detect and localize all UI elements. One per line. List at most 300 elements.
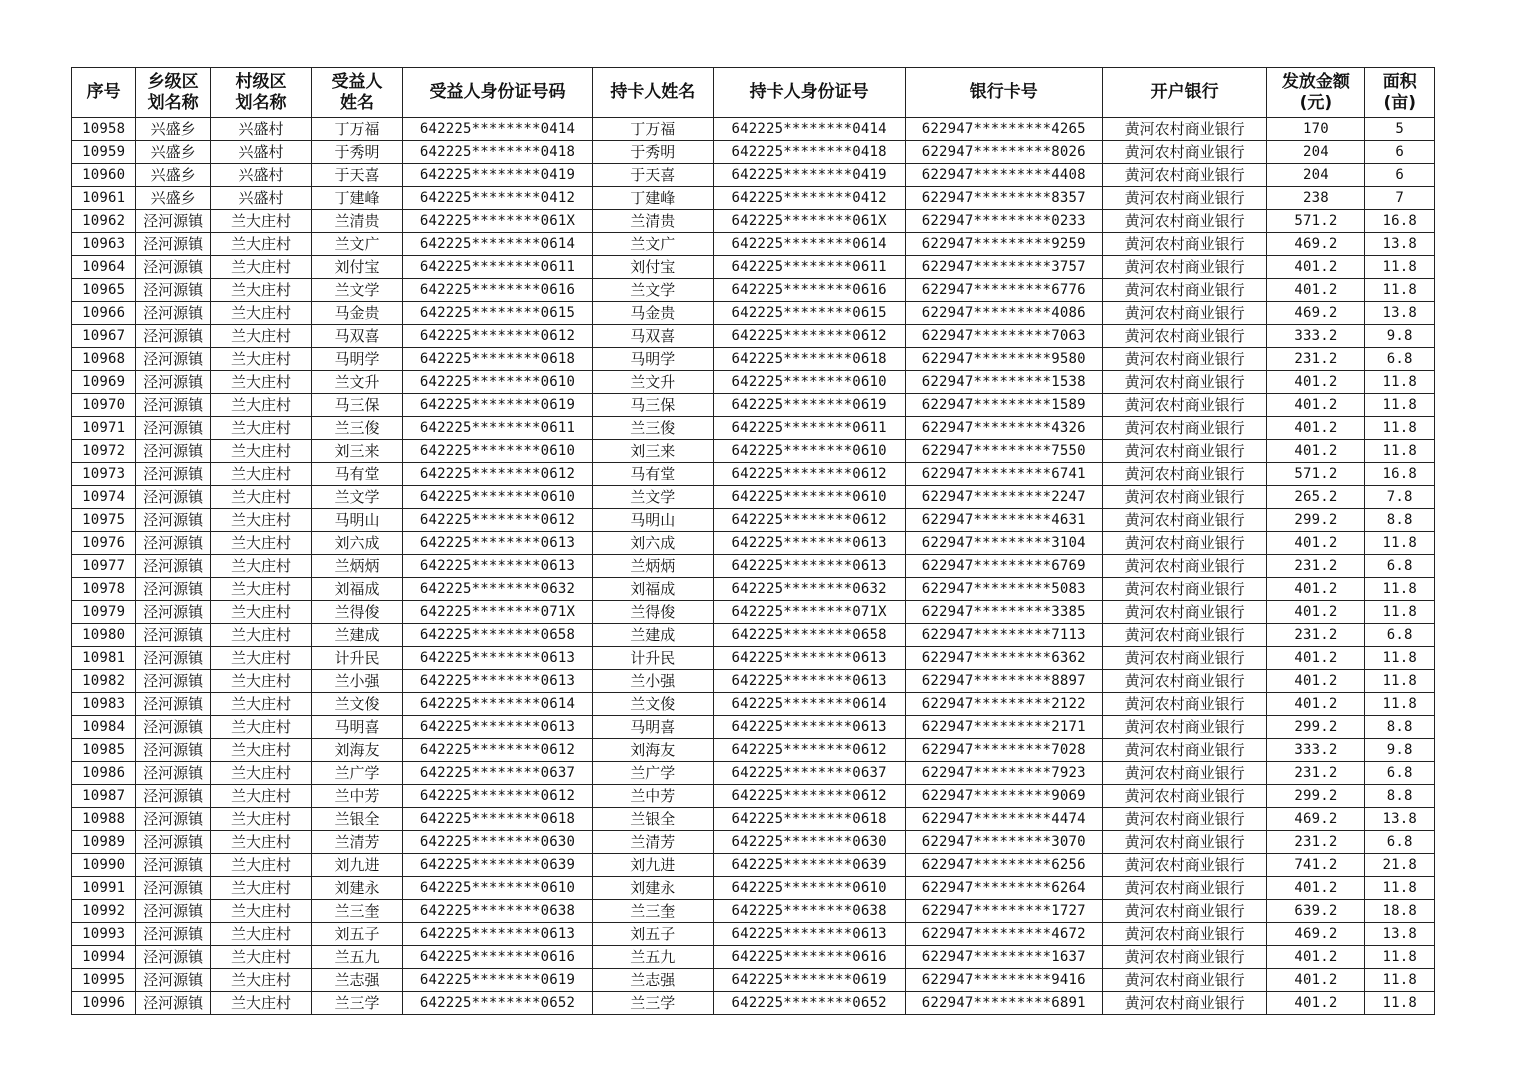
cell-village: 兰大庄村 xyxy=(210,417,311,440)
cell-township: 泾河源镇 xyxy=(136,325,211,348)
cell-township: 泾河源镇 xyxy=(136,670,211,693)
table-row xyxy=(72,716,1435,739)
cell-bank: 黄河农村商业银行 xyxy=(1102,187,1267,210)
cell-amount: 401.2 xyxy=(1267,417,1365,440)
cell-beneficiary-name: 于天喜 xyxy=(312,164,403,187)
cell-village: 兰大庄村 xyxy=(210,486,311,509)
cell-township: 泾河源镇 xyxy=(136,463,211,486)
table-row xyxy=(72,394,1435,417)
cell-cardholder-id: 642225********0612 xyxy=(713,785,905,808)
cell-bank-card: 622947*********4672 xyxy=(905,923,1102,946)
cell-index: 10972 xyxy=(72,440,136,463)
cell-bank: 黄河农村商业银行 xyxy=(1102,808,1267,831)
cell-township: 兴盛乡 xyxy=(136,164,211,187)
cell-cardholder-name: 兰文广 xyxy=(593,233,714,256)
cell-beneficiary-id: 642225********0419 xyxy=(403,164,593,187)
cell-cardholder-name: 于秀明 xyxy=(593,141,714,164)
cell-beneficiary-name: 刘建永 xyxy=(312,877,403,900)
cell-index: 10985 xyxy=(72,739,136,762)
cell-beneficiary-name: 刘九进 xyxy=(312,854,403,877)
header-col-beneficiary-name: 受益人 姓名 xyxy=(312,68,403,118)
cell-village: 兴盛村 xyxy=(210,187,311,210)
table-row xyxy=(72,233,1435,256)
cell-village: 兰大庄村 xyxy=(210,279,311,302)
cell-beneficiary-id: 642225********0414 xyxy=(403,118,593,141)
cell-cardholder-id: 642225********0414 xyxy=(713,118,905,141)
cell-amount: 401.2 xyxy=(1267,578,1365,601)
cell-area: 11.8 xyxy=(1365,256,1435,279)
cell-amount: 299.2 xyxy=(1267,509,1365,532)
cell-bank: 黄河农村商业银行 xyxy=(1102,532,1267,555)
cell-beneficiary-name: 兰广学 xyxy=(312,762,403,785)
cell-cardholder-name: 马有堂 xyxy=(593,463,714,486)
cell-amount: 401.2 xyxy=(1267,647,1365,670)
cell-beneficiary-name: 马三保 xyxy=(312,394,403,417)
cell-amount: 401.2 xyxy=(1267,256,1365,279)
cell-beneficiary-name: 刘六成 xyxy=(312,532,403,555)
cell-cardholder-name: 兰广学 xyxy=(593,762,714,785)
cell-beneficiary-id: 642225********0612 xyxy=(403,325,593,348)
cell-beneficiary-id: 642225********0610 xyxy=(403,371,593,394)
cell-amount: 333.2 xyxy=(1267,739,1365,762)
cell-township: 泾河源镇 xyxy=(136,831,211,854)
cell-village: 兰大庄村 xyxy=(210,946,311,969)
cell-cardholder-name: 兰志强 xyxy=(593,969,714,992)
cell-bank-card: 622947*********6741 xyxy=(905,463,1102,486)
cell-cardholder-id: 642225********0614 xyxy=(713,693,905,716)
cell-index: 10979 xyxy=(72,601,136,624)
cell-township: 兴盛乡 xyxy=(136,118,211,141)
cell-village: 兰大庄村 xyxy=(210,509,311,532)
cell-village: 兰大庄村 xyxy=(210,831,311,854)
cell-bank-card: 622947*********0233 xyxy=(905,210,1102,233)
cell-area: 11.8 xyxy=(1365,394,1435,417)
cell-area: 11.8 xyxy=(1365,371,1435,394)
cell-index: 10995 xyxy=(72,969,136,992)
cell-area: 6.8 xyxy=(1365,624,1435,647)
cell-bank: 黄河农村商业银行 xyxy=(1102,486,1267,509)
cell-bank: 黄河农村商业银行 xyxy=(1102,348,1267,371)
cell-bank-card: 622947*********3385 xyxy=(905,601,1102,624)
cell-township: 泾河源镇 xyxy=(136,877,211,900)
cell-area: 9.8 xyxy=(1365,325,1435,348)
cell-bank-card: 622947*********2171 xyxy=(905,716,1102,739)
cell-village: 兰大庄村 xyxy=(210,624,311,647)
cell-beneficiary-name: 马明学 xyxy=(312,348,403,371)
header-col-village: 村级区 划名称 xyxy=(210,68,311,118)
cell-cardholder-id: 642225********0619 xyxy=(713,394,905,417)
cell-amount: 401.2 xyxy=(1267,371,1365,394)
cell-beneficiary-name: 兰得俊 xyxy=(312,601,403,624)
cell-cardholder-id: 642225********0610 xyxy=(713,877,905,900)
cell-cardholder-id: 642225********0613 xyxy=(713,716,905,739)
cell-cardholder-id: 642225********0612 xyxy=(713,739,905,762)
cell-cardholder-name: 马三保 xyxy=(593,394,714,417)
cell-amount: 469.2 xyxy=(1267,233,1365,256)
cell-village: 兰大庄村 xyxy=(210,877,311,900)
cell-amount: 401.2 xyxy=(1267,693,1365,716)
cell-cardholder-id: 642225********0613 xyxy=(713,670,905,693)
cell-area: 11.8 xyxy=(1365,693,1435,716)
cell-village: 兰大庄村 xyxy=(210,302,311,325)
cell-bank: 黄河农村商业银行 xyxy=(1102,854,1267,877)
cell-beneficiary-name: 于秀明 xyxy=(312,141,403,164)
cell-bank-card: 622947*********4086 xyxy=(905,302,1102,325)
cell-area: 11.8 xyxy=(1365,969,1435,992)
cell-village: 兰大庄村 xyxy=(210,992,311,1015)
cell-bank: 黄河农村商业银行 xyxy=(1102,946,1267,969)
cell-beneficiary-id: 642225********0612 xyxy=(403,785,593,808)
table-row xyxy=(72,486,1435,509)
cell-bank-card: 622947*********3070 xyxy=(905,831,1102,854)
cell-amount: 299.2 xyxy=(1267,716,1365,739)
cell-township: 泾河源镇 xyxy=(136,279,211,302)
cell-beneficiary-name: 马金贵 xyxy=(312,302,403,325)
cell-beneficiary-name: 兰文学 xyxy=(312,279,403,302)
cell-cardholder-name: 兰银全 xyxy=(593,808,714,831)
cell-beneficiary-id: 642225********0619 xyxy=(403,969,593,992)
cell-township: 泾河源镇 xyxy=(136,486,211,509)
cell-beneficiary-name: 兰三奎 xyxy=(312,900,403,923)
cell-village: 兰大庄村 xyxy=(210,325,311,348)
cell-beneficiary-id: 642225********0610 xyxy=(403,877,593,900)
cell-index: 10968 xyxy=(72,348,136,371)
cell-beneficiary-name: 兰小强 xyxy=(312,670,403,693)
cell-bank-card: 622947*********3757 xyxy=(905,256,1102,279)
cell-bank-card: 622947*********8026 xyxy=(905,141,1102,164)
cell-index: 10991 xyxy=(72,877,136,900)
cell-bank-card: 622947*********3104 xyxy=(905,532,1102,555)
cell-beneficiary-id: 642225********0632 xyxy=(403,578,593,601)
table-row xyxy=(72,279,1435,302)
cell-area: 6.8 xyxy=(1365,348,1435,371)
table-row xyxy=(72,417,1435,440)
cell-beneficiary-id: 642225********0613 xyxy=(403,716,593,739)
header-col-area: 面积 (亩) xyxy=(1365,68,1435,118)
cell-index: 10965 xyxy=(72,279,136,302)
cell-area: 13.8 xyxy=(1365,923,1435,946)
cell-index: 10981 xyxy=(72,647,136,670)
cell-cardholder-id: 642225********061X xyxy=(713,210,905,233)
cell-beneficiary-name: 刘海友 xyxy=(312,739,403,762)
cell-index: 10962 xyxy=(72,210,136,233)
cell-beneficiary-name: 丁万福 xyxy=(312,118,403,141)
cell-beneficiary-name: 兰中芳 xyxy=(312,785,403,808)
cell-area: 11.8 xyxy=(1365,578,1435,601)
cell-beneficiary-id: 642225********0615 xyxy=(403,302,593,325)
cell-beneficiary-name: 刘三来 xyxy=(312,440,403,463)
cell-beneficiary-id: 642225********0616 xyxy=(403,946,593,969)
cell-village: 兰大庄村 xyxy=(210,256,311,279)
cell-cardholder-id: 642225********0612 xyxy=(713,509,905,532)
cell-bank: 黄河农村商业银行 xyxy=(1102,325,1267,348)
cell-township: 泾河源镇 xyxy=(136,992,211,1015)
cell-beneficiary-id: 642225********0637 xyxy=(403,762,593,785)
cell-cardholder-name: 兰五九 xyxy=(593,946,714,969)
cell-bank: 黄河农村商业银行 xyxy=(1102,693,1267,716)
cell-township: 泾河源镇 xyxy=(136,693,211,716)
cell-bank: 黄河农村商业银行 xyxy=(1102,923,1267,946)
header-col-township: 乡级区 划名称 xyxy=(136,68,211,118)
cell-village: 兰大庄村 xyxy=(210,739,311,762)
table-row xyxy=(72,578,1435,601)
cell-area: 8.8 xyxy=(1365,785,1435,808)
table-row xyxy=(72,762,1435,785)
cell-index: 10992 xyxy=(72,900,136,923)
cell-amount: 571.2 xyxy=(1267,210,1365,233)
table-row xyxy=(72,555,1435,578)
cell-bank-card: 622947*********4326 xyxy=(905,417,1102,440)
cell-index: 10958 xyxy=(72,118,136,141)
cell-township: 泾河源镇 xyxy=(136,647,211,670)
cell-beneficiary-name: 马明喜 xyxy=(312,716,403,739)
header-row xyxy=(72,68,1435,118)
cell-area: 11.8 xyxy=(1365,279,1435,302)
cell-area: 6 xyxy=(1365,164,1435,187)
cell-cardholder-id: 642225********0612 xyxy=(713,325,905,348)
cell-bank-card: 622947*********9580 xyxy=(905,348,1102,371)
cell-township: 泾河源镇 xyxy=(136,716,211,739)
cell-amount: 231.2 xyxy=(1267,555,1365,578)
cell-beneficiary-name: 兰炳炳 xyxy=(312,555,403,578)
cell-bank-card: 622947*********7028 xyxy=(905,739,1102,762)
cell-amount: 401.2 xyxy=(1267,992,1365,1015)
table-row xyxy=(72,969,1435,992)
cell-beneficiary-id: 642225********0412 xyxy=(403,187,593,210)
cell-amount: 170 xyxy=(1267,118,1365,141)
cell-index: 10973 xyxy=(72,463,136,486)
cell-bank-card: 622947*********9416 xyxy=(905,969,1102,992)
cell-bank-card: 622947*********1727 xyxy=(905,900,1102,923)
cell-village: 兴盛村 xyxy=(210,118,311,141)
cell-bank: 黄河农村商业银行 xyxy=(1102,900,1267,923)
cell-cardholder-name: 马明学 xyxy=(593,348,714,371)
cell-village: 兰大庄村 xyxy=(210,808,311,831)
cell-amount: 401.2 xyxy=(1267,969,1365,992)
cell-bank: 黄河农村商业银行 xyxy=(1102,118,1267,141)
cell-area: 6 xyxy=(1365,141,1435,164)
cell-beneficiary-name: 刘五子 xyxy=(312,923,403,946)
cell-amount: 231.2 xyxy=(1267,831,1365,854)
cell-bank: 黄河农村商业银行 xyxy=(1102,463,1267,486)
cell-beneficiary-name: 兰五九 xyxy=(312,946,403,969)
cell-bank: 黄河农村商业银行 xyxy=(1102,371,1267,394)
cell-cardholder-name: 兰文升 xyxy=(593,371,714,394)
table-row xyxy=(72,348,1435,371)
cell-village: 兰大庄村 xyxy=(210,647,311,670)
cell-amount: 231.2 xyxy=(1267,348,1365,371)
cell-bank-card: 622947*********5083 xyxy=(905,578,1102,601)
cell-township: 泾河源镇 xyxy=(136,578,211,601)
cell-beneficiary-id: 642225********0616 xyxy=(403,279,593,302)
cell-bank: 黄河农村商业银行 xyxy=(1102,256,1267,279)
cell-cardholder-name: 兰三学 xyxy=(593,992,714,1015)
cell-bank-card: 622947*********2247 xyxy=(905,486,1102,509)
cell-beneficiary-id: 642225********0613 xyxy=(403,532,593,555)
cell-cardholder-id: 642225********0658 xyxy=(713,624,905,647)
cell-amount: 469.2 xyxy=(1267,923,1365,946)
subsidy-payment-table xyxy=(71,67,1435,1015)
cell-beneficiary-name: 兰志强 xyxy=(312,969,403,992)
cell-village: 兴盛村 xyxy=(210,141,311,164)
cell-cardholder-name: 兰小强 xyxy=(593,670,714,693)
cell-bank-card: 622947*********9069 xyxy=(905,785,1102,808)
cell-cardholder-id: 642225********0611 xyxy=(713,417,905,440)
cell-township: 泾河源镇 xyxy=(136,509,211,532)
cell-index: 10986 xyxy=(72,762,136,785)
cell-township: 泾河源镇 xyxy=(136,739,211,762)
cell-amount: 401.2 xyxy=(1267,394,1365,417)
cell-cardholder-name: 兰文学 xyxy=(593,279,714,302)
cell-bank: 黄河农村商业银行 xyxy=(1102,394,1267,417)
cell-index: 10988 xyxy=(72,808,136,831)
cell-bank-card: 622947*********4265 xyxy=(905,118,1102,141)
cell-cardholder-name: 丁建峰 xyxy=(593,187,714,210)
table-row xyxy=(72,624,1435,647)
cell-bank: 黄河农村商业银行 xyxy=(1102,647,1267,670)
cell-beneficiary-id: 642225********0612 xyxy=(403,739,593,762)
cell-index: 10975 xyxy=(72,509,136,532)
cell-index: 10987 xyxy=(72,785,136,808)
header-col-bank: 开户银行 xyxy=(1102,68,1267,118)
cell-beneficiary-id: 642225********0618 xyxy=(403,808,593,831)
cell-amount: 401.2 xyxy=(1267,946,1365,969)
cell-village: 兰大庄村 xyxy=(210,463,311,486)
cell-bank: 黄河农村商业银行 xyxy=(1102,831,1267,854)
cell-cardholder-id: 642225********0612 xyxy=(713,463,905,486)
cell-cardholder-id: 642225********0619 xyxy=(713,969,905,992)
cell-township: 泾河源镇 xyxy=(136,440,211,463)
cell-area: 6.8 xyxy=(1365,555,1435,578)
cell-village: 兰大庄村 xyxy=(210,716,311,739)
cell-village: 兰大庄村 xyxy=(210,440,311,463)
cell-township: 泾河源镇 xyxy=(136,302,211,325)
cell-bank: 黄河农村商业银行 xyxy=(1102,877,1267,900)
cell-area: 7.8 xyxy=(1365,486,1435,509)
cell-index: 10980 xyxy=(72,624,136,647)
cell-amount: 204 xyxy=(1267,141,1365,164)
cell-village: 兰大庄村 xyxy=(210,578,311,601)
cell-bank: 黄河农村商业银行 xyxy=(1102,739,1267,762)
cell-amount: 333.2 xyxy=(1267,325,1365,348)
cell-beneficiary-name: 马明山 xyxy=(312,509,403,532)
cell-amount: 469.2 xyxy=(1267,302,1365,325)
cell-index: 10977 xyxy=(72,555,136,578)
cell-bank-card: 622947*********4474 xyxy=(905,808,1102,831)
cell-beneficiary-name: 马有堂 xyxy=(312,463,403,486)
cell-cardholder-name: 马明喜 xyxy=(593,716,714,739)
cell-bank: 黄河农村商业银行 xyxy=(1102,233,1267,256)
cell-index: 10970 xyxy=(72,394,136,417)
table-row xyxy=(72,877,1435,900)
cell-beneficiary-id: 642225********0613 xyxy=(403,923,593,946)
cell-beneficiary-name: 刘付宝 xyxy=(312,256,403,279)
cell-bank: 黄河农村商业银行 xyxy=(1102,141,1267,164)
cell-cardholder-name: 兰炳炳 xyxy=(593,555,714,578)
cell-cardholder-name: 刘海友 xyxy=(593,739,714,762)
cell-beneficiary-name: 丁建峰 xyxy=(312,187,403,210)
cell-cardholder-id: 642225********0610 xyxy=(713,371,905,394)
cell-township: 兴盛乡 xyxy=(136,141,211,164)
cell-index: 10966 xyxy=(72,302,136,325)
cell-area: 11.8 xyxy=(1365,946,1435,969)
cell-township: 泾河源镇 xyxy=(136,555,211,578)
cell-beneficiary-name: 兰清贵 xyxy=(312,210,403,233)
cell-area: 11.8 xyxy=(1365,992,1435,1015)
cell-cardholder-name: 兰三俊 xyxy=(593,417,714,440)
cell-cardholder-name: 兰清贵 xyxy=(593,210,714,233)
cell-cardholder-name: 马金贵 xyxy=(593,302,714,325)
cell-index: 10990 xyxy=(72,854,136,877)
cell-cardholder-id: 642225********0630 xyxy=(713,831,905,854)
header-col-index: 序号 xyxy=(72,68,136,118)
cell-cardholder-id: 642225********0652 xyxy=(713,992,905,1015)
cell-area: 8.8 xyxy=(1365,716,1435,739)
cell-amount: 401.2 xyxy=(1267,601,1365,624)
cell-area: 7 xyxy=(1365,187,1435,210)
table-row xyxy=(72,509,1435,532)
cell-bank: 黄河农村商业银行 xyxy=(1102,164,1267,187)
cell-bank-card: 622947*********7063 xyxy=(905,325,1102,348)
cell-amount: 571.2 xyxy=(1267,463,1365,486)
cell-amount: 401.2 xyxy=(1267,279,1365,302)
cell-beneficiary-name: 兰三俊 xyxy=(312,417,403,440)
cell-beneficiary-id: 642225********0612 xyxy=(403,463,593,486)
cell-index: 10964 xyxy=(72,256,136,279)
cell-area: 11.8 xyxy=(1365,877,1435,900)
cell-bank: 黄河农村商业银行 xyxy=(1102,279,1267,302)
cell-index: 10961 xyxy=(72,187,136,210)
cell-beneficiary-id: 642225********0418 xyxy=(403,141,593,164)
cell-village: 兰大庄村 xyxy=(210,532,311,555)
cell-beneficiary-id: 642225********0658 xyxy=(403,624,593,647)
cell-bank: 黄河农村商业银行 xyxy=(1102,785,1267,808)
cell-bank: 黄河农村商业银行 xyxy=(1102,716,1267,739)
cell-index: 10969 xyxy=(72,371,136,394)
cell-amount: 204 xyxy=(1267,164,1365,187)
cell-township: 泾河源镇 xyxy=(136,969,211,992)
table-row xyxy=(72,440,1435,463)
cell-beneficiary-id: 642225********0611 xyxy=(403,256,593,279)
cell-cardholder-name: 刘付宝 xyxy=(593,256,714,279)
cell-township: 泾河源镇 xyxy=(136,624,211,647)
cell-beneficiary-id: 642225********0610 xyxy=(403,440,593,463)
cell-beneficiary-id: 642225********0639 xyxy=(403,854,593,877)
cell-bank-card: 622947*********8357 xyxy=(905,187,1102,210)
cell-area: 11.8 xyxy=(1365,670,1435,693)
cell-beneficiary-name: 兰三学 xyxy=(312,992,403,1015)
cell-cardholder-id: 642225********0611 xyxy=(713,256,905,279)
cell-index: 10994 xyxy=(72,946,136,969)
cell-amount: 299.2 xyxy=(1267,785,1365,808)
cell-area: 11.8 xyxy=(1365,601,1435,624)
cell-bank-card: 622947*********7923 xyxy=(905,762,1102,785)
cell-beneficiary-name: 刘福成 xyxy=(312,578,403,601)
cell-village: 兰大庄村 xyxy=(210,923,311,946)
cell-area: 11.8 xyxy=(1365,647,1435,670)
cell-cardholder-id: 642225********0638 xyxy=(713,900,905,923)
table-row xyxy=(72,532,1435,555)
cell-village: 兰大庄村 xyxy=(210,348,311,371)
cell-bank: 黄河农村商业银行 xyxy=(1102,302,1267,325)
cell-beneficiary-name: 兰清芳 xyxy=(312,831,403,854)
cell-bank: 黄河农村商业银行 xyxy=(1102,670,1267,693)
cell-township: 泾河源镇 xyxy=(136,785,211,808)
cell-area: 13.8 xyxy=(1365,302,1435,325)
cell-cardholder-name: 刘福成 xyxy=(593,578,714,601)
cell-index: 10971 xyxy=(72,417,136,440)
cell-amount: 401.2 xyxy=(1267,670,1365,693)
